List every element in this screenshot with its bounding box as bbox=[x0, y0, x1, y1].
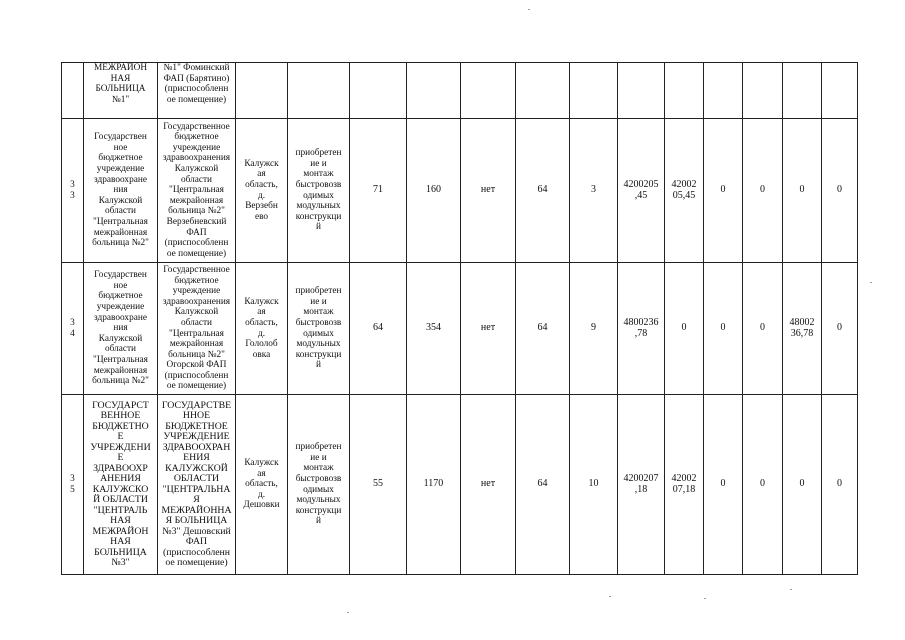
org-cell: ГОСУДАРСТ ВЕННОЕ БЮДЖЕТНО Е УЧРЕЖДЕНИ Е ЗДРАВООХР АНЕНИЯ КАЛУЖСКО Й ОБЛАСТИ "ЦЕНТРАЛЬ НАЯ МЕЖРАЙОН НАЯ БОЛЬНИЦА №3" bbox=[84, 395, 158, 575]
value-cell: 0 bbox=[822, 395, 858, 575]
scan-speck bbox=[870, 282, 872, 283]
value-cell: 64 bbox=[516, 119, 570, 263]
work-cell: приобретен ие и монтаж быстровозв одимых модульных конструкци й bbox=[288, 119, 350, 263]
work-cell bbox=[288, 63, 350, 119]
document-table bbox=[61, 62, 858, 575]
org-cell: Государствен ное бюджетное учреждение здравоохране ния Калужской области "Центральная межрайонная больница №2" bbox=[84, 263, 158, 395]
facility-cell: ГОСУДАРСТВЕ ННОЕ БЮДЖЕТНОЕ УЧРЕЖДЕНИЕ ЗДРАВООХРАН ЕНИЯ КАЛУЖСКОЙ ОБЛАСТИ "ЦЕНТРАЛЬНА Я МЕЖРАЙОННА Я БОЛЬНИЦА №3" Дешовский ФАП (приспособленн ое помещение) bbox=[158, 395, 236, 575]
value-cell: 64 bbox=[516, 263, 570, 395]
value-cell: 4800236 ,78 bbox=[618, 263, 665, 395]
value-cell: нет bbox=[461, 395, 516, 575]
table-row bbox=[62, 395, 858, 575]
value-cell: 0 bbox=[822, 263, 858, 395]
value-cell: 71 bbox=[350, 119, 407, 263]
facility-cell: Государственное бюджетное учреждение здравоохранения Калужской области "Центральная межрайонная больница №2" Верзебневский ФАП (приспособленн ое помещение) bbox=[158, 119, 236, 263]
scan-speck bbox=[704, 598, 706, 599]
value-cell: 4200205 ,45 bbox=[618, 119, 665, 263]
value-cell: 0 bbox=[704, 119, 743, 263]
location-cell bbox=[236, 63, 288, 119]
value-cell: 0 bbox=[704, 263, 743, 395]
value-cell: 0 bbox=[783, 395, 822, 575]
value-cell: 9 bbox=[570, 263, 618, 395]
value-cell: 0 bbox=[743, 119, 783, 263]
value-cell: 4200207 ,18 bbox=[618, 395, 665, 575]
value-cell: 160 bbox=[407, 119, 461, 263]
value-cell: 0 bbox=[783, 119, 822, 263]
table-row bbox=[62, 119, 858, 263]
scan-speck bbox=[609, 596, 611, 597]
value-cell: 1170 bbox=[407, 395, 461, 575]
org-cell: МЕЖРАЙОН НАЯ БОЛЬНИЦА №1" bbox=[84, 63, 158, 119]
value-cell: 354 bbox=[407, 263, 461, 395]
value-cell: 64 bbox=[350, 263, 407, 395]
facility-cell: Государственное бюджетное учреждение здравоохранения Калужской области "Центральная межрайонная больница №2" Огорской ФАП (приспособленн ое помещение) bbox=[158, 263, 236, 395]
value-cell: нет bbox=[461, 263, 516, 395]
value-cell: 3 bbox=[570, 119, 618, 263]
location-cell: Калужск ая область, д. Дешовки bbox=[236, 395, 288, 575]
index-cell: 3 4 bbox=[62, 263, 84, 395]
facility-cell: №1" Фоминский ФАП (Барятино) (приспособленн ое помещение) bbox=[158, 63, 236, 119]
index-cell bbox=[62, 63, 84, 119]
value-cell: 0 bbox=[665, 263, 704, 395]
org-cell: Государствен ное бюджетное учреждение здравоохране ния Калужской области "Центральная межрайонная больница №2" bbox=[84, 119, 158, 263]
work-cell: приобретен ие и монтаж быстровозв одимых модульных конструкци й bbox=[288, 395, 350, 575]
value-cell: 0 bbox=[743, 395, 783, 575]
value-cell: 42002 05,45 bbox=[665, 119, 704, 263]
scan-speck bbox=[528, 9, 530, 10]
value-cell: 0 bbox=[822, 119, 858, 263]
table-row bbox=[62, 263, 858, 395]
scan-speck bbox=[790, 589, 792, 590]
index-cell: 3 5 bbox=[62, 395, 84, 575]
value-cell: 10 bbox=[570, 395, 618, 575]
value-cell: 42002 07,18 bbox=[665, 395, 704, 575]
value-cell: 0 bbox=[743, 263, 783, 395]
value-cell: 64 bbox=[516, 395, 570, 575]
location-cell: Калужск ая область, д. Верзебн ево bbox=[236, 119, 288, 263]
value-cell: нет bbox=[461, 119, 516, 263]
continuation-row bbox=[62, 63, 858, 119]
scan-speck bbox=[347, 612, 349, 613]
value-cell: 0 bbox=[704, 395, 743, 575]
work-cell: приобретен ие и монтаж быстровозв одимых модульных конструкци й bbox=[288, 263, 350, 395]
location-cell: Калужск ая область, д. Гололоб овка bbox=[236, 263, 288, 395]
value-cell: 55 bbox=[350, 395, 407, 575]
index-cell: 3 3 bbox=[62, 119, 84, 263]
value-cell: 48002 36,78 bbox=[783, 263, 822, 395]
